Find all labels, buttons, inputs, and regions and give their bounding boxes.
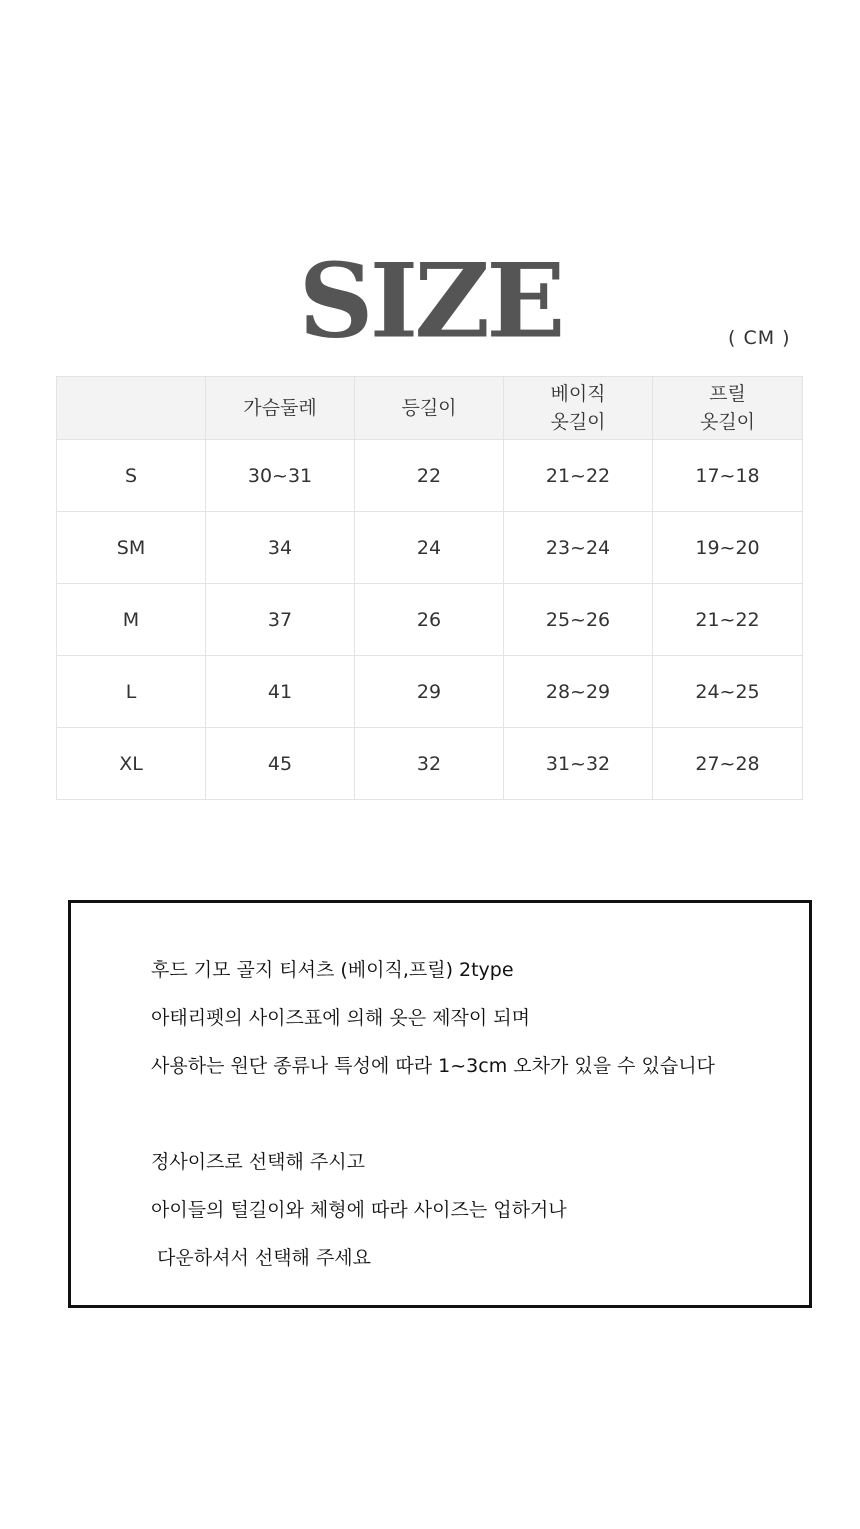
notice-line: 사용하는 원단 종류나 특성에 따라 1~3cm 오차가 있을 수 있습니다	[151, 1055, 715, 1077]
frill-length-cell: 21~22	[653, 584, 803, 656]
frill-length-cell: 19~20	[653, 512, 803, 584]
notice-box	[68, 900, 812, 1308]
back-length-cell: 24	[355, 512, 504, 584]
notice-line: 정사이즈로 선택해 주시고	[151, 1151, 365, 1173]
chest-cell: 34	[206, 512, 355, 584]
size-cell: S	[57, 440, 206, 512]
page-title: SIZE	[298, 240, 562, 361]
frill-length-cell: 17~18	[653, 440, 803, 512]
table-row	[57, 728, 803, 800]
size-cell: M	[57, 584, 206, 656]
basic-length-cell: 25~26	[504, 584, 653, 656]
back-length-cell: 32	[355, 728, 504, 800]
size-cell: L	[57, 656, 206, 728]
chest-cell: 45	[206, 728, 355, 800]
frill-length-cell: 27~28	[653, 728, 803, 800]
table-row	[57, 440, 803, 512]
notice-line: 아태리펫의 사이즈표에 의해 옷은 제작이 되며	[151, 1007, 530, 1029]
header-cell-size	[57, 377, 206, 440]
back-length-cell: 22	[355, 440, 504, 512]
table-header-row	[57, 377, 803, 440]
notice-line: 다운하셔서 선택해 주세요	[151, 1247, 372, 1269]
table-row	[57, 584, 803, 656]
unit-label: ( CM )	[728, 327, 791, 349]
chest-cell: 30~31	[206, 440, 355, 512]
back-length-cell: 29	[355, 656, 504, 728]
chest-cell: 37	[206, 584, 355, 656]
header-cell-chest: 가슴둘레	[206, 377, 355, 440]
chest-cell: 41	[206, 656, 355, 728]
basic-length-cell: 28~29	[504, 656, 653, 728]
size-cell: SM	[57, 512, 206, 584]
header-cell-frill-length: 프릴 옷길이	[653, 377, 803, 440]
table-row	[57, 656, 803, 728]
back-length-cell: 26	[355, 584, 504, 656]
table-row	[57, 512, 803, 584]
notice-line: 후드 기모 골지 티셔츠 (베이직,프릴) 2type	[151, 959, 514, 981]
size-cell: XL	[57, 728, 206, 800]
frill-length-cell: 24~25	[653, 656, 803, 728]
size-table	[56, 376, 803, 800]
header-cell-back-length: 등길이	[355, 377, 504, 440]
basic-length-cell: 21~22	[504, 440, 653, 512]
basic-length-cell: 23~24	[504, 512, 653, 584]
notice-line: 아이들의 털길이와 체형에 따라 사이즈는 업하거나	[151, 1199, 567, 1221]
basic-length-cell: 31~32	[504, 728, 653, 800]
header-cell-basic-length: 베이직 옷길이	[504, 377, 653, 440]
